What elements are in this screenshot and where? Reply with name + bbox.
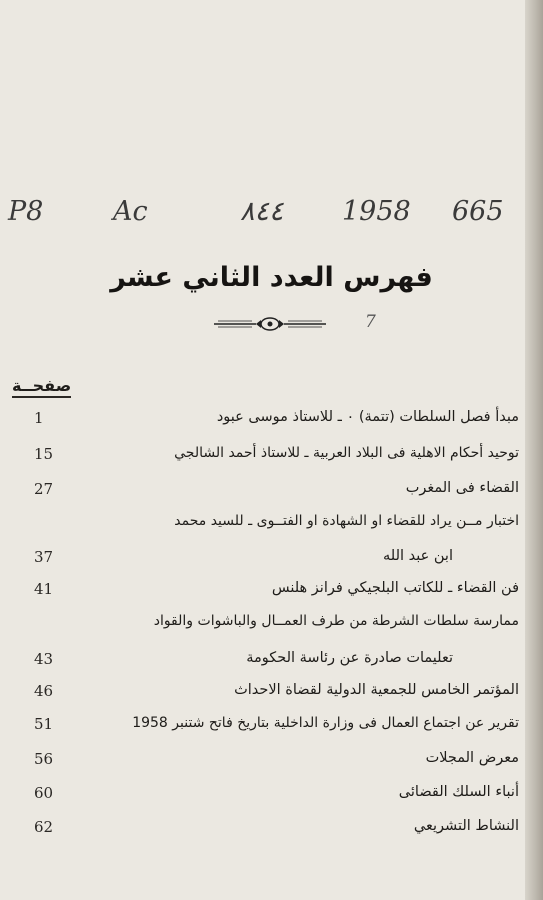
- toc-entry: [0, 409, 543, 439]
- toc-page-number: 46: [34, 682, 54, 700]
- toc-page-number: 37: [34, 548, 54, 566]
- toc-page-number: 27: [34, 480, 54, 498]
- margin-mark: 7: [365, 312, 376, 332]
- handwritten-note: P8: [8, 196, 44, 227]
- toc-entry-title: النشاط التشريعي: [413, 818, 519, 834]
- toc-page-number: 15: [34, 445, 54, 463]
- toc-page-number: 62: [34, 818, 54, 836]
- toc-entry-title: فن القضاء ـ للكاتب البلجيكي فرانز هلنس: [271, 580, 519, 596]
- toc-entry: [0, 650, 543, 680]
- toc-entry: [0, 445, 543, 475]
- toc-entry: [0, 784, 543, 814]
- toc-page-number: 51: [34, 715, 54, 733]
- title-ornament: [212, 314, 328, 334]
- toc-entry: [0, 548, 543, 578]
- handwritten-note: 1958: [342, 196, 411, 227]
- toc-entry-title: اختبار مــن يراد للقضاء او الشهادة او الفتــوى ـ للسيد محمد: [174, 513, 519, 529]
- toc-page-number: 56: [34, 750, 54, 768]
- handwritten-note: 665: [452, 196, 504, 227]
- toc-entry: [0, 818, 543, 848]
- toc-entry-title: توحيد أحكام الاهلية فى البلاد العربية ـ للاستاذ أحمد الشالجي: [174, 445, 519, 461]
- toc-entry-title: ممارسة سلطات الشرطة من طرف العمــال والباشوات والقواد: [153, 613, 519, 629]
- handwritten-annotations: [0, 196, 543, 236]
- toc-entry: [0, 580, 543, 610]
- toc-entry: [0, 750, 543, 780]
- toc-entry: [0, 682, 543, 712]
- header-underline: [12, 396, 71, 398]
- toc-entry: [0, 513, 543, 543]
- toc-entry-title: تقرير عن اجتماع العمال فى وزارة الداخلية بتاريخ فاتح شتنبر 1958: [132, 715, 519, 731]
- toc-entry-title: مبدأ فصل السلطات (تتمة) ٠ ـ للاستاذ موسى عبود: [216, 409, 519, 425]
- toc-entry: [0, 715, 543, 745]
- toc-entry-title: القضاء فى المغرب: [405, 480, 519, 496]
- toc-entry-title: أنباء السلك القضائى: [398, 784, 519, 800]
- page-column-label: صفحــة: [12, 376, 72, 395]
- toc-page-number: 41: [34, 580, 54, 598]
- toc-page-number: 43: [34, 650, 54, 668]
- page-column-header: [12, 376, 71, 395]
- toc-entry: [0, 480, 543, 510]
- index-title: فهرس العدد الثاني عشر: [110, 262, 433, 293]
- handwritten-note: ٨٤٤: [240, 196, 284, 227]
- toc-entry-title: المؤتمر الخامس للجمعية الدولية لقضاة الاحداث: [234, 682, 519, 698]
- toc-page-number: 1: [34, 409, 44, 427]
- toc-entry: [0, 613, 543, 643]
- handwritten-note: Ac: [113, 196, 148, 227]
- toc-entry-title: ابن عبد الله: [383, 548, 453, 564]
- toc-page-number: 60: [34, 784, 54, 802]
- toc-entry-title: معرض المجلات: [425, 750, 519, 766]
- toc-entry-title: تعليمات صادرة عن رئاسة الحكومة: [246, 650, 453, 666]
